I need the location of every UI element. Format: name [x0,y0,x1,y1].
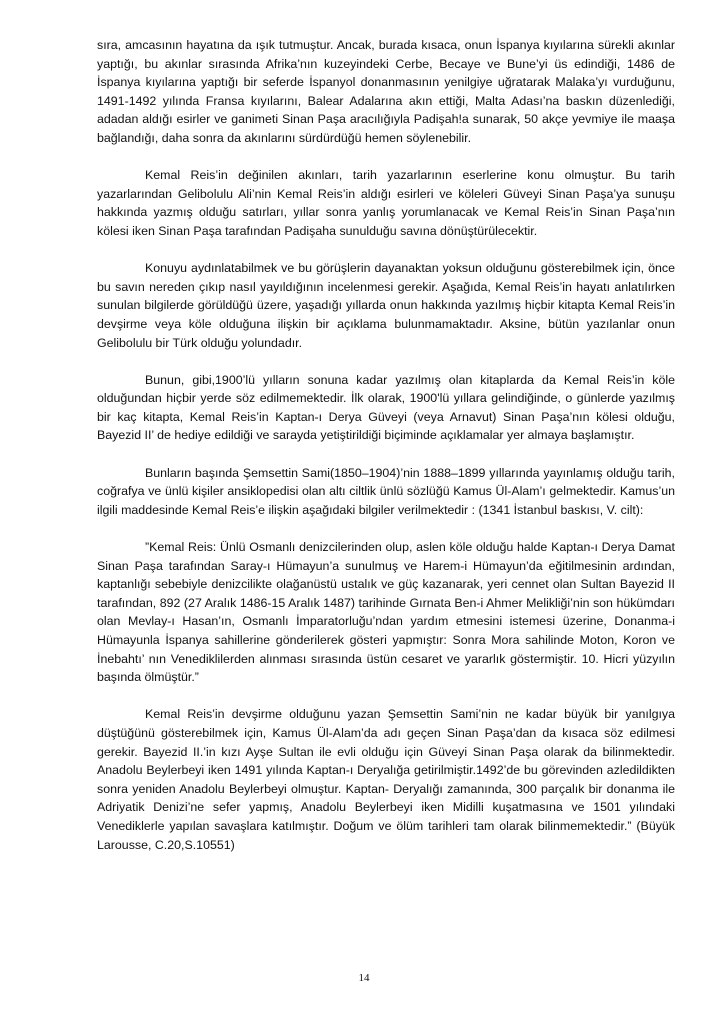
paragraph-2: Kemal Reis’in değinilen akınları, tarih yazarlarının eserlerine konu olmuştur. Bu tarih yazarlarından Gelibolulu Ali’nin Kemal Reis’in aldığı esirleri ve köleleri Güveyi Sinan Paşa’ya sunuşu hakkında yazmış olduğu satırları, yıllar sonra yanlış yorumlanacak ve Kemal Reis’in Sinan Paşa’nın kölesi iken Sinan Paşa tarafından Padişaha sunulduğu savına dönüştürülecektir. [97,168,675,238]
paragraph-3: Konuyu aydınlatabilmek ve bu görüşlerin dayanaktan yoksun olduğunu gösterebilmek için, önce bu savın nereden çıkıp nasıl yayıldığının incelenmesi gerekir. Aşağıda, Kemal Reis’in hayatı anlatılırken sunulan bilgilerde görüldüğü üzere, yaşadığı yıllarda onun hakkında yazılmış hiçbir kitapta Kemal Reis’in devşirme veya köle olduğuna ilişkin bir açıklama bulunmamaktadır. Aksine, bütün yazılanlar onun Gelibolulu bir Türk olduğu yolundadır. [97,261,675,350]
page-number: 14 [358,972,370,984]
paragraph-5: Bunların başında Şemsettin Sami(1850–1904)’nin 1888–1899 yıllarında yayınlamış olduğu tarih, coğrafya ve ünlü kişiler ansiklopedisi olan altı ciltlik ünlü sözlüğü Kamus Ül-Alam’ı gelmektedir. Kamus’un ilgili maddesinde Kemal Reis’e ilişkin aşağıdaki bilgiler verilmektedir : (1341 İstanbul baskısı, V. cilt): [97,465,675,517]
paragraph-1: sıra, amcasının hayatına da ışık tutmuştur. Ancak, burada kısaca, onun İspanya kıyılarına sürekli akınlar yaptığı, bu akınlar sırasında Afrika’nın kuzeyindeki Cerbe, Becaye ve Bune’yi üs edindiği, 1486 de İspanya kıyılarına yaptığı bir seferde İspanyol donanmasının yenilgiye uğratarak Malaka’yı vurduğunu, 1491-1492 yılında Fransa kıyılarını, Balear Adalarına akın ettiği, Malta Adası’na baskın düzenlediği, adadan aldığı esirler ve ganimeti Sinan Paşa aracılığıyla Padişah!a sunarak, 50 akçe yevmiye ile maaşa bağlandığı, daha sonra da akınlarını sürdürdüğü hemen söylenebilir. [97,38,675,145]
paragraph-4: Bunun, gibi,1900’lü yılların sonuna kadar yazılmış olan kitaplarda da Kemal Reis’in köle olduğundan hiçbir yerde söz edilmemektedir. İlk olarak, 1900'lü yıllara gelindiğinde, o günlerde yazılmış bir kaç kitapta, Kemal Reis’in Kaptan-ı Derya Güveyi (veya Arnavut) Sinan Paşa’nın kölesi olduğu, Bayezid II’ de hediye edildiği ve sarayda yetiştirildiği biçiminde açıklamalar yer almaya başlamıştır. [97,372,675,443]
body-text [97,36,675,873]
quote-paragraph: ”Kemal Reis: Ünlü Osmanlı denizcilerinden olup, aslen köle olduğu halde Kaptan-ı Derya Damat Sinan Paşa tarafından Saray-ı Hümayun’a sunulmuş ve Harem-i Hümayun’da eğitilmesinin ardından, kaptanlığı sebebiyle denizcilikte olağanüstü ustalık ve güç kazanarak, yeri cennet olan Sultan Bayezid II tarafından, 892 (27 Aralık 1486-15 Aralık 1487) tarihinde Gırnata Ben-i Ahmer Melikliği’nin son hükümdarı olan Mevlay-ı Hasan’ın, Osmanlı İmparatorluğu’ndan yardım etmesini istemesi üzerine, Donanma-i Hümayunla İspanya sahillerine gönderilerek gösteri yapmıştır: Sonra Mora sahilinde Moton, Koron ve İnebahtı’ nın Venediklilerden alınması sırasında üstün cesaret ve yararlık göstermiştir. 10. Hicri yüzyılın başında ölmüştür.” [97,540,675,685]
paragraph-7: Kemal Reis’in devşirme olduğunu yazan Şemsettin Sami’nin ne kadar büyük bir yanılgıya düştüğünü gösterebilmek için, Kamus Ül-Alam’da adı geçen Sinan Paşa’dan da kısaca söz edilmesi gerekir. Bayezid II.’in kızı Ayşe Sultan ile evli olduğu için Güveyi Sinan Paşa olarak da bilinmektedir. Anadolu Beylerbeyi iken 1491 yılında Kaptan-ı Deryalığa getirilmiştir.1492’de bu görevinden azledildikten sonra yeniden Anadolu Beylerbeyi olmuştur. Kaptan- Deryalığı zamanında, 300 parçalık bir donanma ile Adriyatik Denizi’ne sefer yapmış, Anadolu Beylerbeyi iken Midilli kuşatmasına ve 1501 yılındaki Venediklerle yapılan savaşlara katılmıştır. Doğum ve ölüm tarihleri tam olarak bilinmemektedir.” (Büyük Larousse, C.20,S.10551) [97,707,675,852]
